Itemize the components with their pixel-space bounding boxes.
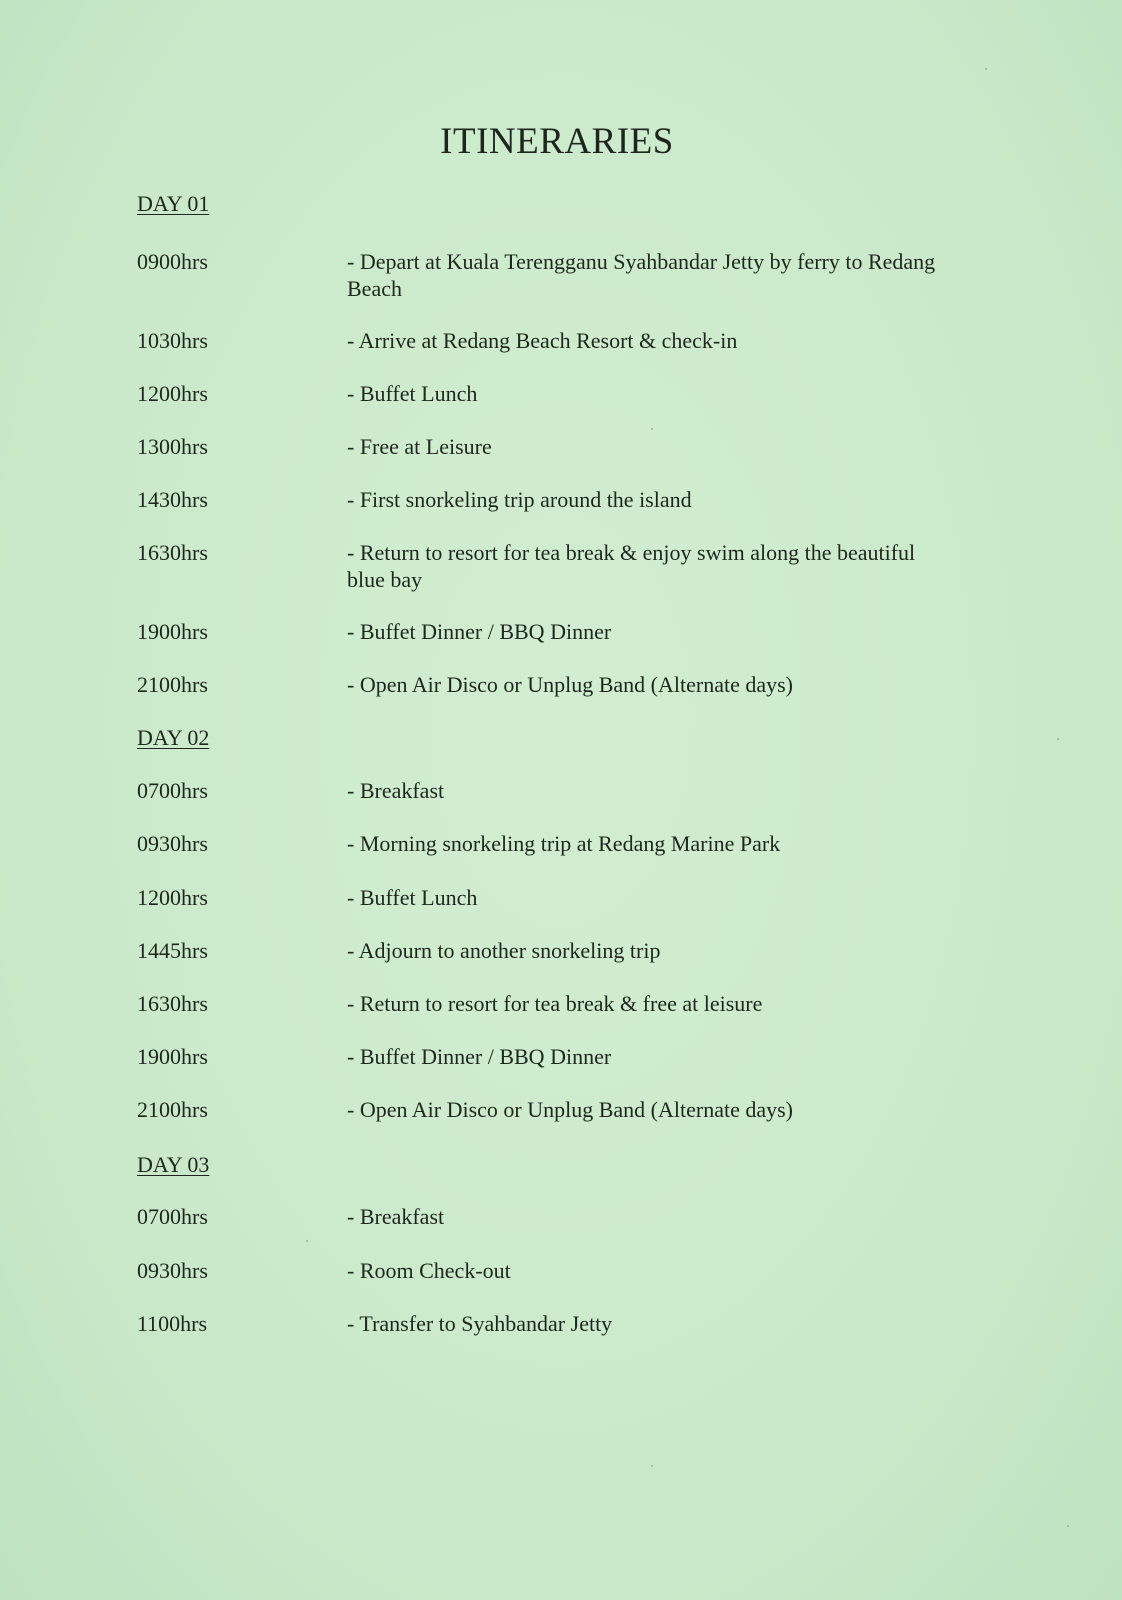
page-title: ITINERARIES — [440, 121, 674, 162]
activity-description: - Breakfast — [347, 1204, 445, 1229]
activity-description: - Free at Leisure — [347, 434, 492, 459]
time-label: 2100hrs — [137, 1097, 208, 1122]
day-heading-01: DAY 01 — [137, 191, 210, 216]
paper-speck — [1057, 738, 1059, 740]
paper-speck — [1067, 1525, 1069, 1527]
time-label: 1445hrs — [137, 938, 208, 963]
paper-speck — [985, 68, 987, 70]
paper-speck — [306, 1240, 308, 1242]
activity-description: - Transfer to Syahbandar Jetty — [347, 1311, 613, 1336]
activity-description: - Return to resort for tea break & free at leisure — [347, 991, 763, 1016]
day-heading-03: DAY 03 — [137, 1152, 210, 1177]
time-label: 1900hrs — [137, 619, 208, 644]
time-label: 1630hrs — [137, 991, 208, 1016]
activity-description: - Breakfast — [347, 778, 445, 803]
time-label: 0700hrs — [137, 1204, 208, 1229]
activity-description: - Buffet Lunch — [347, 381, 478, 406]
time-label: 0900hrs — [137, 249, 208, 274]
time-label: 1300hrs — [137, 434, 208, 459]
activity-description: - Adjourn to another snorkeling trip — [347, 938, 661, 963]
time-label: 1030hrs — [137, 328, 208, 353]
activity-description: - Depart at Kuala Terengganu Syahbandar Jetty by ferry to Redang Beach — [347, 249, 936, 301]
paper-speck — [651, 1465, 653, 1467]
time-label: 0700hrs — [137, 778, 208, 803]
activity-description: - Buffet Lunch — [347, 885, 478, 910]
time-label: 1900hrs — [137, 1044, 208, 1069]
activity-description: - First snorkeling trip around the island — [347, 487, 692, 512]
time-label: 0930hrs — [137, 831, 208, 856]
activity-description: - Open Air Disco or Unplug Band (Alternate days) — [347, 672, 794, 697]
time-label: 1200hrs — [137, 381, 208, 406]
activity-description: - Morning snorkeling trip at Redang Marine Park — [347, 831, 781, 856]
time-label: 1100hrs — [137, 1311, 208, 1336]
time-label: 2100hrs — [137, 672, 208, 697]
time-label: 1430hrs — [137, 487, 208, 512]
activity-description: - Open Air Disco or Unplug Band (Alternate days) — [347, 1097, 794, 1122]
time-label: 1630hrs — [137, 540, 208, 565]
activity-description: - Buffet Dinner / BBQ Dinner — [347, 619, 612, 644]
activity-description: - Arrive at Redang Beach Resort & check-in — [347, 328, 738, 353]
activity-description: - Buffet Dinner / BBQ Dinner — [347, 1044, 612, 1069]
paper-speck — [651, 428, 653, 430]
time-label: 0930hrs — [137, 1258, 208, 1283]
activity-description: - Return to resort for tea break & enjoy swim along the beautiful blue bay — [347, 540, 916, 592]
day-heading-02: DAY 02 — [137, 725, 210, 750]
time-label: 1200hrs — [137, 885, 208, 910]
activity-description: - Room Check-out — [347, 1258, 511, 1283]
